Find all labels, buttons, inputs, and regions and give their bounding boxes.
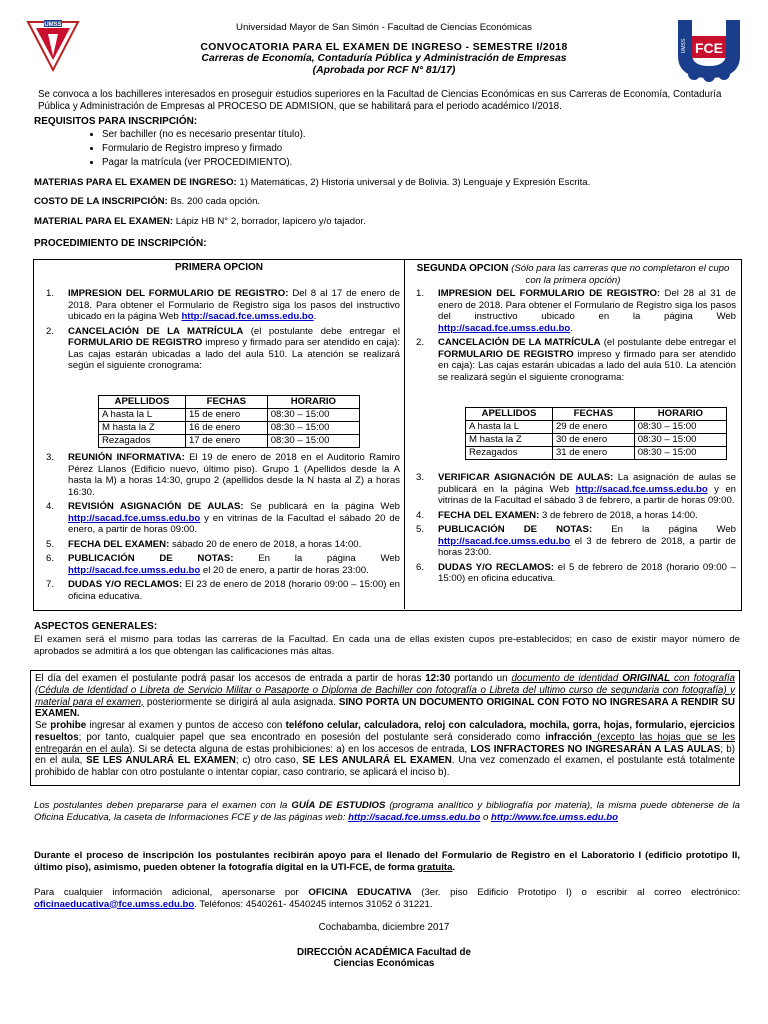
list-item: • Ser bachiller (no es necesario presentar título). xyxy=(102,129,602,141)
intro-paragraph: Se convoca a los bachilleres interesados en proseguir estudios superiores en la Facultad de Ciencias Económicas en sus Carreras de Economía, Contaduría Pública y Administración de Empresas al PROCESO DE ADMISION, que se habilitará para el periodo académico I/2018. xyxy=(38,89,722,112)
step-item: 3. VERIFICAR ASIGNACIÓN DE AULAS: La asignación de aulas se publicará en la página Web http://sacad.fce.umss.edu.bo y en vitrinas de la Facultad el sábado 3 de febrero, a partir de horas 09:00. xyxy=(416,472,737,506)
opcion2-steps xyxy=(408,288,736,386)
sacad-link[interactable]: http://sacad.fce.umss.edu.bo xyxy=(68,564,201,576)
step-item: 1. IMPRESION DEL FORMULARIO DE REGISTRO: Del 8 al 17 de enero de 2018. Para obtener el Formulario de Registro siga los pasos del instructivo ubicado en la página Web http://sacad.fce.umss.edu.bo. xyxy=(46,288,400,322)
materias-line: MATERIAS PARA EL EXAMEN DE INGRESO: 1) Matemáticas, 2) Historia universal y de Bolivia. 3) Lenguaje y Expresión Escrita. xyxy=(34,177,591,188)
place-date: Cochabamba, diciembre 2017 xyxy=(318,922,450,933)
sacad-link[interactable]: http://sacad.fce.umss.edu.bo xyxy=(438,535,571,547)
list-item: • Formulario de Registro impreso y firmado xyxy=(102,143,602,155)
column-divider xyxy=(404,259,405,609)
page-title: CONVOCATORIA PARA EL EXAMEN DE INGRESO - SEMESTRE I/2018 xyxy=(200,42,568,53)
step-item: 2. CANCELACIÓN DE LA MATRÍCULA (el postulante debe entregar el FORMULARIO DE REGISTRO impreso y firmado para ser atendido en caja): Las cajas estarán ubicadas a lado del aula 510. La atención se realizará según el siguiente cronograma: xyxy=(416,337,736,383)
table-row: M hasta la Z 30 de enero 08:30 – 15:00 xyxy=(466,434,727,447)
guia-paragraph: Los postulantes deben prepararse para el examen con la GUÍA DE ESTUDIOS (programa analítico y bibliografía por materia), la misma puede obtenerse de la Oficina Educativa, la caseta de Informaciones FCE y de las páginas web: http://sacad.fce.umss.edu.bo o http://www.fce.umss.edu.bo xyxy=(34,800,740,823)
table-header-row: APELLIDOS FECHAS HORARIO xyxy=(99,396,360,409)
sacad-link[interactable]: http://sacad.fce.umss.edu.bo xyxy=(348,811,481,823)
approval-line: (Aprobada por RCF N° 81/17) xyxy=(312,65,456,76)
svg-text:UMSS: UMSS xyxy=(44,22,62,28)
exam-access-paragraph: El día del examen el postulante podrá pasar los accesos de entrada a partir de horas 12:30 portando un documento de identidad ORIGINAL con fotografía (Cédula de Identidad o Libreta de Servicio Militar o Pasaporte o Diploma de Bachiller con fotografía o Libreta del ultimo curso de segundaria con fotografía) y material para el examen, posteriormente se dirigirá al aula asignada. SINO PORTA UN DOCUMENTO ORIGINAL CON FOTO NO INGRESARA A RENDIR SU EXAMEN. xyxy=(35,673,736,720)
table-row: A hasta la L 15 de enero 08:30 – 15:00 xyxy=(99,409,360,422)
contacto-paragraph: Para cualquier información adicional, apersonarse por OFICINA EDUCATIVA (3er. piso Edificio Prototipo I) o escribir al correo electrónico: oficinaeducativa@fce.umss.edu.bo. Teléfonos: 4540261- 4540245 internos 31052 ó 31221. xyxy=(34,887,741,910)
procedimiento-heading: PROCEDIMIENTO DE INSCRIPCIÓN: xyxy=(34,238,207,249)
prohibitions-paragraph: Se prohibe ingresar al examen y puntos de acceso con teléfono celular, calculadora, reloj con calculadora, mochila, gorra, hojas, formulario, ejercicios resueltos; por tanto, cualquier papel que sea encontrado en posesión del postulante será considerado como infracción (excepto las hojas que se les entregarán en el aula). Si se detecta alguna de estas prohibiciones: a) en los accesos de entrada, LOS INFRACTORES NO INGRESARÁN A LAS AULAS; b) en el aula, SE LES ANULARÁ EL EXAMEN; c) otro caso, SE LES ANULARÁ EL EXAMEN. Una vez comenzado el examen, el postulante está totalmente prohibido de hablar con otro postulante o intentar copiar, caso contrario, se aplicará el inciso b). xyxy=(35,720,735,778)
opcion1-steps-cont xyxy=(38,452,400,605)
list-item: • Pagar la matrícula (ver PROCEDIMIENTO). xyxy=(102,157,602,169)
table-row: Rezagados 31 de enero 08:30 – 15:00 xyxy=(466,447,727,460)
signature-line-2: Ciencias Económicas xyxy=(333,958,435,969)
material-line: MATERIAL PARA EL EXAMEN: Lápiz HB N° 2, borrador, lapicero y/o tajador. xyxy=(34,216,366,227)
step-item: 4. REVISIÓN ASIGNACIÓN DE AULAS: Se publicará en la página Web http://sacad.fce.umss.edu.bo y en vitrinas de la Facultad el sábado 20 de enero, a partir de horas 09:00. xyxy=(46,501,400,535)
sacad-link[interactable]: http://sacad.fce.umss.edu.bo xyxy=(438,322,571,334)
requisitos-list xyxy=(80,128,602,170)
step-item: 4. FECHA DEL EXAMEN: 3 de febrero de 2018, a horas 14:00. xyxy=(416,509,698,521)
aspectos-heading: ASPECTOS GENERALES: xyxy=(34,621,158,632)
sacad-link[interactable]: http://sacad.fce.umss.edu.bo xyxy=(181,311,314,322)
table-row: Rezagados 17 de enero 08:30 – 15:00 xyxy=(99,435,360,448)
step-item: 2. CANCELACIÓN DE LA MATRÍCULA (el postulante debe entregar el FORMULARIO DE REGISTRO impreso y firmado para ser atendido en caja): Las cajas estarán ubicadas a lado del aula 510. La atención se realizará según el siguiente cronograma: xyxy=(46,325,401,371)
sacad-link[interactable]: http://sacad.fce.umss.edu.bo xyxy=(68,512,201,524)
email-link[interactable]: oficinaeducativa@fce.umss.edu.bo xyxy=(34,898,195,910)
cronograma-table-1 xyxy=(98,395,360,448)
step-item: 6. PUBLICACIÓN DE NOTAS: En la página Web http://sacad.fce.umss.edu.bo el 20 de enero, a partir de horas 23:00. xyxy=(46,553,400,576)
signature-line-1: DIRECCIÓN ACADÉMICA Facultad de xyxy=(297,947,471,958)
step-item: 6. DUDAS Y/O RECLAMOS: el 5 de febrero de 2018 (horario 09:00 – 15:00) en oficina educativa. xyxy=(416,561,736,584)
step-item: 7. DUDAS Y/O RECLAMOS: El 23 de enero de 2018 (horario 09:00 – 15:00) en oficina educativa. xyxy=(46,579,400,602)
table-header-row: APELLIDOS FECHAS HORARIO xyxy=(466,408,727,421)
cronograma-table-2 xyxy=(465,407,727,460)
page-subtitle: Carreras de Economía, Contaduría Pública y Administración de Empresas xyxy=(201,53,567,64)
fce-website-link[interactable]: http://www.fce.umss.edu.bo xyxy=(490,811,619,823)
table-row: A hasta la L 29 de enero 08:30 – 15:00 xyxy=(466,421,727,434)
costo-line: COSTO DE LA INSCRIPCIÓN: Bs. 200 cada opción. xyxy=(34,196,261,207)
apoyo-paragraph: Durante el proceso de inscripción los postulantes recibirán apoyo para el llenado del Formulario de Registro en el Laboratorio I (edificio prototipo II, último piso), asimismo, pueden obtener la fotografía digital en la UTI-FCE, de forma gratuita. xyxy=(34,850,740,873)
step-item: 5. FECHA DEL EXAMEN: sábado 20 de enero de 2018, a horas 14:00. xyxy=(46,538,362,550)
step-item: 3. REUNIÓN INFORMATIVA: El 19 de enero de 2018 en el Auditorio Ramiro Pérez Llanos (Edificio nuevo, último piso). Grupo 1 (Apellidos desde la A hasta la M) a horas 14:30, grupo 2 (apellidos desde la N hasta al Z) a horas 16:30. xyxy=(46,452,401,498)
opcion2-steps-cont xyxy=(408,472,736,588)
opcion1-heading: PRIMERA OPCION xyxy=(175,262,263,273)
svg-text:FCE: FCE xyxy=(695,40,723,56)
step-item: 5. PUBLICACIÓN DE NOTAS: En la página Web http://sacad.fce.umss.edu.bo el 3 de febrero de 2018, a partir de horas 23:00. xyxy=(416,524,736,558)
exam-rules-box xyxy=(30,670,740,786)
opcion1-steps xyxy=(38,288,400,375)
svg-text:UMSS: UMSS xyxy=(681,38,687,54)
university-line: Universidad Mayor de San Simón - Facultad de Ciencias Económicas xyxy=(236,22,532,33)
requisitos-heading: REQUISITOS PARA INSCRIPCIÓN: xyxy=(34,116,198,127)
opcion2-heading: SEGUNDA OPCION (Sólo para las carreras que no completaron el cupo con la primera opción) xyxy=(416,263,730,286)
sacad-link[interactable]: http://sacad.fce.umss.edu.bo xyxy=(575,483,708,495)
step-item: 1. IMPRESION DEL FORMULARIO DE REGISTRO: Del 28 al 31 de enero de 2018. Para obtener el Formulario de Registro siga los pasos del instructivo ubicado en la página Web http://sacad.fce.umss.edu.bo. xyxy=(416,288,736,334)
table-row: M hasta la Z 16 de enero 08:30 – 15:00 xyxy=(99,422,360,435)
aspectos-text: El examen será el mismo para todas las carreras de la Facultad. En cada una de ellas existen cupos pre-establecidos; en caso de existir mayor número de aprobados se admitirá a los que obtengan las calificaciones más altas. xyxy=(34,634,740,657)
